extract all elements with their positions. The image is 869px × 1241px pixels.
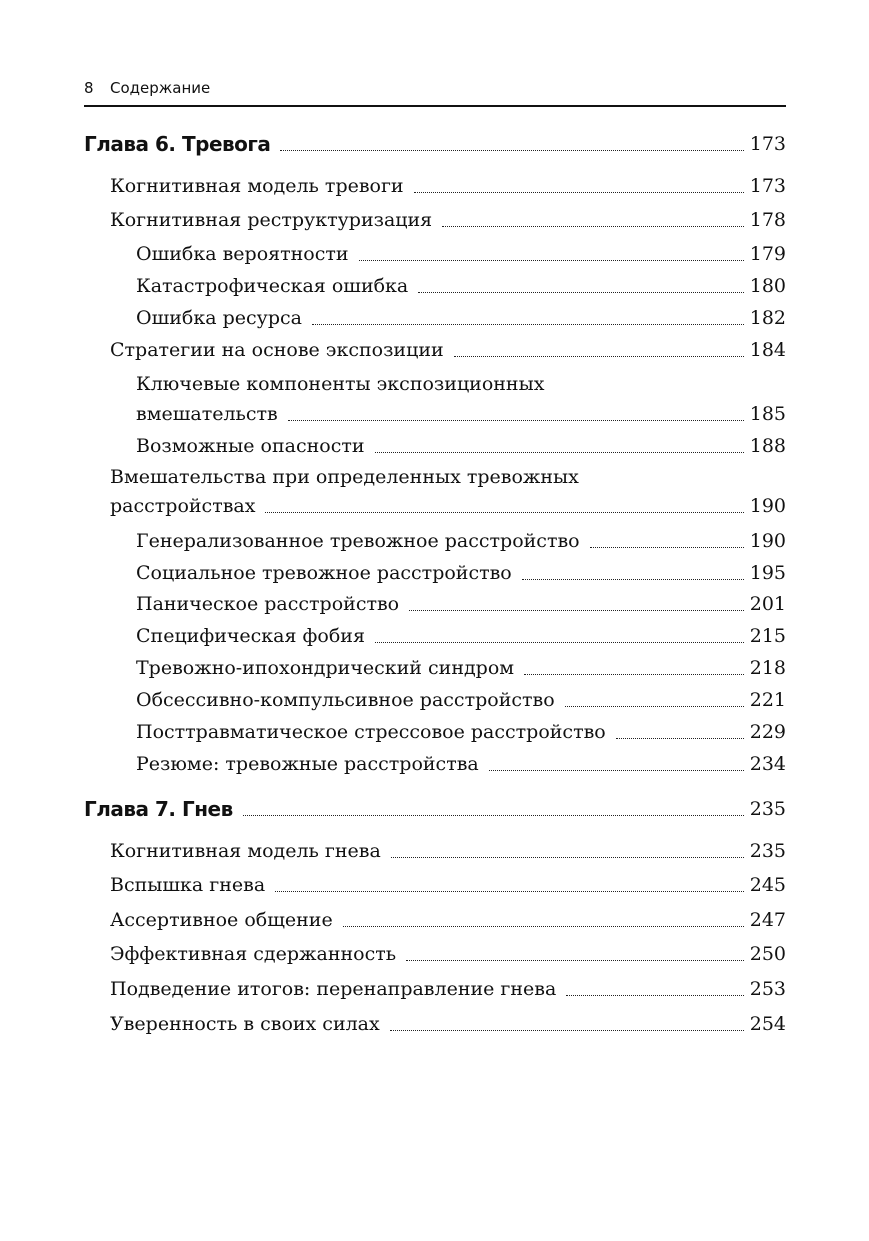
toc-entry[interactable] (136, 435, 786, 457)
dot-leader (275, 890, 744, 892)
chapter-title: Глава 7. Гнев (84, 797, 233, 821)
entry-title: Посттравматическое стрессовое расстройство (136, 721, 606, 743)
chapter-title: Глава 6. Тревога (84, 132, 271, 156)
page-ref: 235 (749, 798, 786, 820)
dot-leader (243, 814, 744, 816)
toc-entry[interactable] (136, 403, 786, 425)
header-rule (84, 105, 786, 107)
dot-leader (391, 856, 744, 858)
entry-title: Специфическая фобия (136, 625, 365, 647)
toc-entry[interactable] (110, 1013, 786, 1035)
page-ref: 254 (749, 1013, 786, 1035)
toc-entry[interactable] (110, 874, 786, 896)
toc-entry[interactable] (110, 943, 786, 965)
entry-title-line1: Вмешательства при определенных тревожных (110, 466, 579, 488)
toc-entry[interactable] (110, 339, 786, 361)
toc-entry[interactable] (110, 909, 786, 931)
entry-title-line1: Ключевые компоненты экспозиционных (136, 373, 545, 395)
page-ref: 190 (749, 530, 786, 552)
page-ref: 173 (749, 175, 786, 197)
page-ref: 188 (749, 435, 786, 457)
toc-entry[interactable] (136, 721, 786, 743)
entry-title: Подведение итогов: перенаправление гнева (110, 978, 557, 1000)
dot-leader (312, 323, 744, 325)
toc-entry[interactable] (136, 562, 786, 584)
entry-title: Ошибка ресурса (136, 307, 302, 329)
toc-entry[interactable] (136, 593, 786, 615)
page-ref: 201 (749, 593, 786, 615)
dot-leader (375, 641, 744, 643)
page-ref: 190 (749, 495, 786, 517)
page-ref: 218 (749, 657, 786, 679)
entry-title: Когнитивная модель гнева (110, 840, 381, 862)
dot-leader (565, 705, 744, 707)
entry-title: Когнитивная модель тревоги (110, 175, 404, 197)
page-ref: 185 (749, 403, 786, 425)
toc-entry[interactable] (136, 243, 786, 265)
entry-title: Стратегии на основе экспозиции (110, 339, 444, 361)
toc-entry[interactable] (110, 840, 786, 862)
entry-title: Возможные опасности (136, 435, 365, 457)
page-ref: 235 (749, 840, 786, 862)
entry-title: Эффективная сдержанность (110, 943, 397, 965)
page-ref: 229 (749, 721, 786, 743)
page-number: 8 (84, 79, 94, 97)
page-ref: 195 (749, 562, 786, 584)
toc-entry[interactable] (136, 530, 786, 552)
dot-leader (590, 546, 744, 548)
dot-leader (288, 419, 744, 421)
page-ref: 250 (749, 943, 786, 965)
entry-title: Обсессивно-компульсивное расстройство (136, 689, 555, 711)
dot-leader (489, 769, 744, 771)
dot-leader (566, 994, 743, 996)
entry-title: Ошибка вероятности (136, 243, 349, 265)
toc-entry[interactable] (110, 175, 786, 197)
page-ref: 234 (749, 753, 786, 775)
dot-leader (454, 355, 744, 357)
dot-leader (390, 1029, 744, 1031)
toc-entry[interactable] (110, 495, 786, 517)
page-ref: 253 (749, 978, 786, 1000)
toc-chapter-7[interactable] (84, 798, 786, 820)
toc-entry[interactable] (136, 753, 786, 775)
page-ref: 173 (749, 133, 786, 155)
page-ref: 182 (749, 307, 786, 329)
dot-leader (414, 191, 744, 193)
page-ref: 178 (749, 209, 786, 231)
toc-chapter-6[interactable] (84, 133, 786, 155)
dot-leader (265, 511, 743, 513)
dot-leader (375, 451, 744, 453)
dot-leader (524, 673, 744, 675)
toc-entry[interactable] (136, 307, 786, 329)
entry-title: вмешательств (136, 403, 278, 425)
toc-entry[interactable] (110, 209, 786, 231)
entry-title: Социальное тревожное расстройство (136, 562, 512, 584)
toc-entry[interactable] (136, 275, 786, 297)
entry-title: Уверенность в своих силах (110, 1013, 380, 1035)
dot-leader (616, 737, 744, 739)
page-ref: 221 (749, 689, 786, 711)
entry-title: Ассертивное общение (110, 909, 333, 931)
entry-title: Паническое расстройство (136, 593, 400, 615)
dot-leader (418, 291, 743, 293)
entry-title: Катастрофическая ошибка (136, 275, 409, 297)
toc-entry[interactable] (136, 625, 786, 647)
dot-leader (409, 609, 744, 611)
page-ref: 245 (749, 874, 786, 896)
toc-entry[interactable] (110, 978, 786, 1000)
dot-leader (280, 149, 743, 151)
dot-leader (359, 259, 744, 261)
page-ref: 179 (749, 243, 786, 265)
toc-entry[interactable] (136, 657, 786, 679)
dot-leader (442, 225, 744, 227)
dot-leader (406, 959, 744, 961)
dot-leader (343, 925, 744, 927)
header-title: Содержание (110, 79, 211, 97)
page-ref: 215 (749, 625, 786, 647)
entry-title: расстройствах (110, 495, 256, 517)
entry-title: Резюме: тревожные расстройства (136, 753, 479, 775)
page-ref: 180 (749, 275, 786, 297)
toc-entry[interactable] (136, 689, 786, 711)
entry-title: Вспышка гнева (110, 874, 266, 896)
entry-title: Генерализованное тревожное расстройство (136, 530, 580, 552)
running-header (84, 78, 786, 104)
entry-title: Когнитивная реструктуризация (110, 209, 433, 231)
page-ref: 247 (749, 909, 786, 931)
entry-title: Тревожно-ипохондрический синдром (136, 657, 515, 679)
dot-leader (522, 578, 744, 580)
page-ref: 184 (749, 339, 786, 361)
